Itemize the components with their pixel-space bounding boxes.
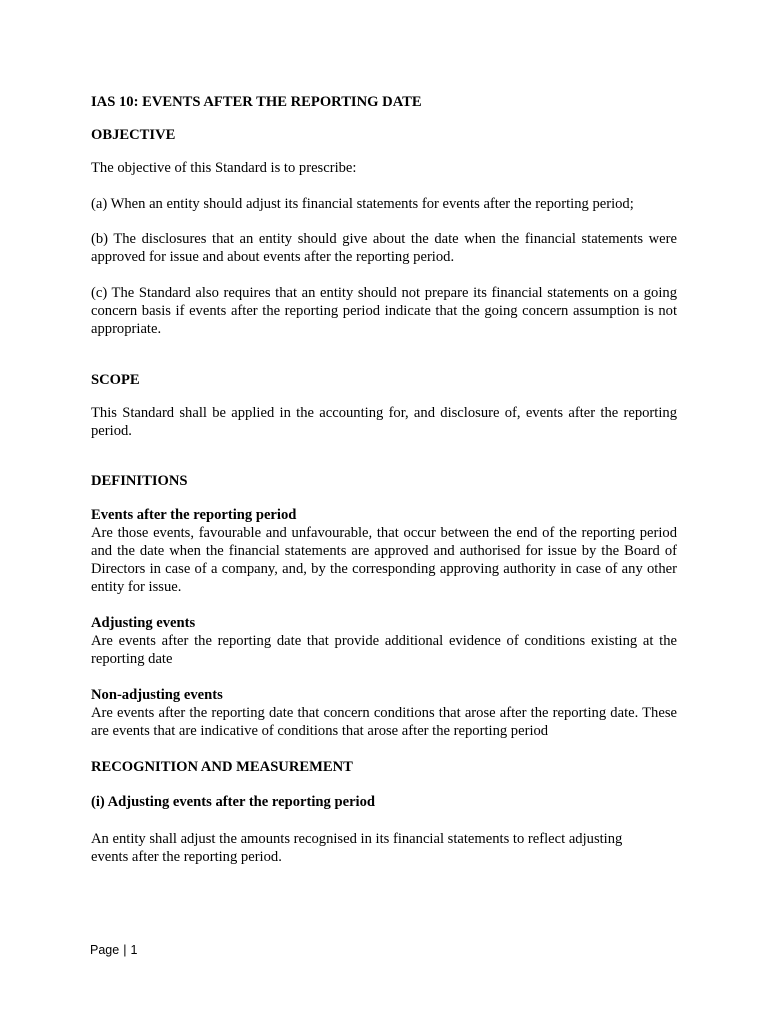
definition-text-events-after: Are those events, favourable and unfavourable, that occur between the end of the reporting period and the date when the financial statements are approved and authorised for issue by the Board of Directors in case of a company, and, by the corresponding approving authority in case of any other entity for issue.: [91, 525, 677, 595]
page-footer: [90, 943, 137, 957]
definition-term-non-adjusting: Non-adjusting events: [91, 687, 223, 703]
definition-term-adjusting: Adjusting events: [91, 615, 196, 631]
page-number: 1: [130, 943, 138, 957]
objective-item-a: (a) When an entity should adjust its financial statements for events after the reporting period;: [91, 196, 634, 212]
page-label: Page: [90, 943, 120, 957]
recognition-text: [91, 830, 677, 866]
recognition-text-line-1: An entity shall adjust the amounts recognised in its financial statements to reflect adjusting: [91, 831, 623, 847]
objective-item-b: (b) The disclosures that an entity should give about the date when the financial statements were approved for issue and about events after the reporting period.: [91, 231, 677, 265]
definition-term-events-after: Events after the reporting period: [91, 507, 297, 523]
recognition-text-line-2: events after the reporting period.: [91, 849, 282, 865]
objective-intro: The objective of this Standard is to prescribe:: [91, 160, 357, 176]
recognition-subheading-adjusting: (i) Adjusting events after the reporting period: [91, 794, 376, 810]
scope-text: This Standard shall be applied in the accounting for, and disclosure of, events after the reporting period.: [91, 405, 677, 439]
page-separator: |: [123, 943, 127, 957]
definition-text-non-adjusting: Are events after the reporting date that concern conditions that arose after the reporting date. These are events that are indicative of conditions that arose after the reporting period: [91, 705, 677, 739]
document-page: [91, 93, 677, 866]
definition-text-adjusting: Are events after the reporting date that provide additional evidence of conditions existing at the reporting date: [91, 633, 677, 667]
objective-item-c: (c) The Standard also requires that an entity should not prepare its financial statements on a going concern basis if events after the reporting period indicate that the going concern assumption is not appropriate.: [91, 285, 677, 337]
document-title: IAS 10: EVENTS AFTER THE REPORTING DATE: [91, 94, 422, 110]
objective-heading: OBJECTIVE: [91, 127, 176, 143]
recognition-heading: RECOGNITION AND MEASUREMENT: [91, 759, 353, 775]
definitions-heading: DEFINITIONS: [91, 473, 188, 489]
scope-heading: SCOPE: [91, 372, 140, 388]
